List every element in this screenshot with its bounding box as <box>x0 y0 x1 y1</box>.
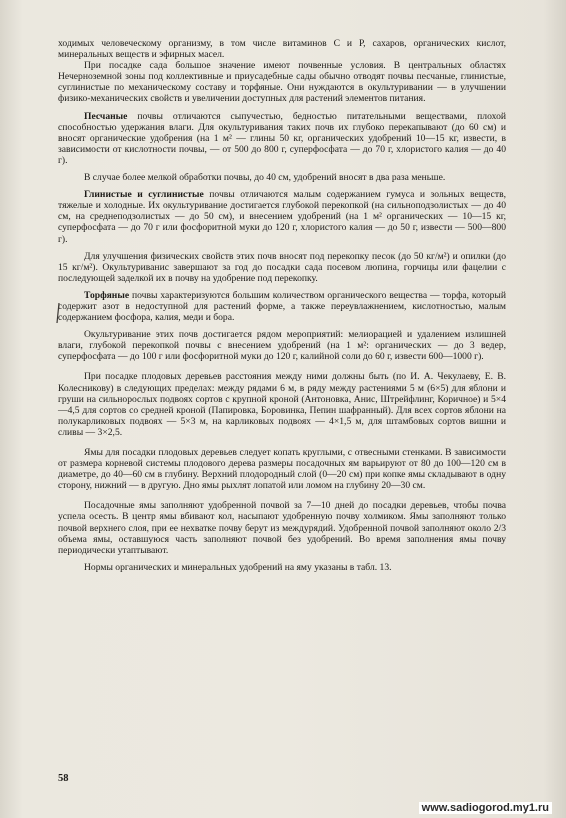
paragraph-planting-pits: Ямы для посадки плодовых деревьев следует копать круглыми, с отвесными стенками. В зависимости от размера корневой системы плодового дерева размеры посадочных ям варьируют от 80 до 100—120 см в диаметре, до 40—60 см в глубину. Верхний плодородный слой (0—20 см) при копке ямы складывают в одну сторону, нижний — в другую. Дно ямы рыхлят лопатой или ломом на глубину 20—30 см. <box>58 447 506 492</box>
paragraph-peat-cultivation: Окультуривание этих почв достигается рядом мероприятий: мелиорацией и удалением излишней влаги, глубокой перекопкой почвы с внесением удобрений (на 1 м²: органических — до 3 ведер, суперфосфата — до 100 г или фосфоритной муки до 120 г, калийной соли до 60 г, извести 600—1000 г). <box>58 329 506 363</box>
source-watermark: www.sadiogorod.my1.ru <box>419 802 552 814</box>
paragraph-peat-soils <box>58 290 506 323</box>
paragraph-fertilizer-norms: Нормы органических и минеральных удобрений на яму указаны в табл. 13. <box>84 561 392 573</box>
paragraph-clay-soils <box>58 189 506 244</box>
page-number: 58 <box>58 773 69 784</box>
margin-pen-mark <box>53 302 63 324</box>
heading-clay: Глинистые и суглинистые <box>84 189 204 201</box>
paragraph-sandy-soils <box>58 111 506 166</box>
paragraph-intro: ходимых человеческому организму, в том числе витаминов С и Р, сахаров, органических кислот, минеральных веществ и эфирных масел. <box>58 38 506 61</box>
paragraph-physical-properties: Для улучшения физических свойств этих почв вносят под перекопку песок (до 50 кг/м²) и опилки (до 15 кг/м²). Окультуриванис завершают за год до посадки сада посевом люпина, горчицы или фацелии с последующей заделкой их в почву на удобрение под перекопку. <box>58 250 506 284</box>
heading-peat: Торфяные <box>84 289 130 301</box>
paragraph-shallow-tillage: В случае более мелкой обработки почвы, до 40 см, удобрений вносят в два раза меньше. <box>84 172 446 184</box>
heading-sandy: Песчаные <box>84 110 128 122</box>
peat-text: почвы характеризуются большим количеством органического вещества — торфа, который содержит азот в недоступной для растений форме, а также переувлажнением, кислотностью, малым содержанием фосфора, калия, меди и бора. <box>58 289 506 324</box>
page-body-text <box>58 38 506 573</box>
paragraph-soil-conditions: При посадке сада большое значение имеют почвенные условия. В центральных областях Нечерноземной зоны под коллективные и приусадебные сады обычно отводят почвы песчаные, глинистые, суглинистые по механическому составу и торфяные. Они нуждаются в окультуривании — в улучшении физико-механических свойств и увеличении доступных для растений элементов питания. <box>58 60 506 105</box>
paragraph-tree-spacing: При посадке плодовых деревьев расстояния между ними должны быть (по И. А. Чекулаеву, Е. В. Колесникову) в следующих пределах: между рядами 6 м, в ряду между растениями 5 м (6×5) для яблони и груши на сильнорослых подвоях сортов с крупной кроной (Антоновка, Анис, Штрейфлинг, Коричное) и 5×4—4,5 для сортов со средней кроной (Папировка, Боровинка, Пепин шафранный). Для всех сортов яблони на полукарликовых подвоях — 5×3 м, на карликовых подвоях — 4×1,5 м, для штамбовых сортов вишни и сливы — 3×2,5. <box>58 371 506 438</box>
clay-text: почвы отличаются малым содержанием гумуса и зольных веществ, тяжелые и холодные. Их окультуривание достигается глубокой перекопкой (на сильноподзолистых — до 40 см, на среднеподзолистых — до 50 см), и внесением удобрений (на 1 м² органических — 10—15 кг, суперфосфата — до 70 г или фосфоритной муки до 120 г, хлористого калия — до 50 г, извести — 500—800 г). <box>58 189 507 245</box>
sandy-text: почвы отличаются сыпучестью, бедностью питательными веществами, плохой способностью удержания влаги. Для окультуривания таких почв их глубоко перекапывают (до 60 см) и вносят органические удобрения (на 1 м² — глины 50 кг, органических удобрений 10—15 кг, извести, в зависимости от кислотности почвы, — от 500 до 800 г, суперфосфата — до 70 г, хлористого калия — до 40 г). <box>58 110 506 166</box>
paragraph-filling-pits: Посадочные ямы заполняют удобренной почвой за 7—10 дней до посадки деревьев, чтобы почва успела осесть. В центр ямы вбивают кол, насыпают удобренную почву холмиком. Ямы заполняют только почвой верхнего слоя, при ее нехватке почву берут из междурядий. Удобренной почвой заполняют около 2/3 объема ямы, оставшуюся часть заполняют почвой без удобрений. Во время заполнения ямы почву периодически утаптывают. <box>58 500 506 556</box>
